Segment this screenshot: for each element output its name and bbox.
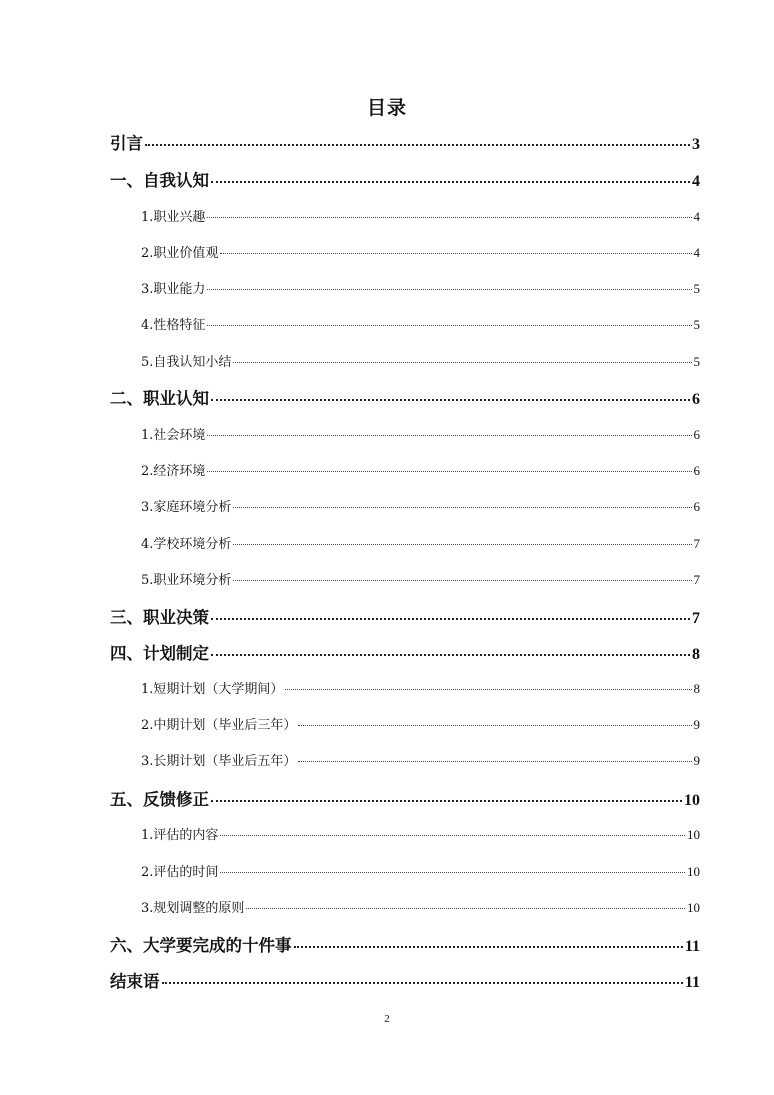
dot-leader [233, 580, 691, 581]
toc-entry-label: 5.自我认知小结 [141, 355, 232, 370]
toc-entry[interactable] [110, 130, 700, 154]
toc-entry[interactable] [141, 861, 700, 880]
toc-entry-page: 6 [693, 499, 700, 514]
toc-entry[interactable] [141, 351, 700, 370]
toc-entry-label: 5.职业环境分析 [141, 573, 232, 588]
toc-entry-page: 7 [692, 610, 700, 627]
toc-entry-page: 5 [693, 354, 700, 369]
dot-leader [207, 289, 691, 290]
dot-leader [207, 325, 691, 326]
dot-leader [298, 725, 691, 726]
toc-title: 目录 [366, 97, 407, 119]
toc-entry-label: 五、反馈修正 [110, 790, 209, 809]
toc-entry-label: 3.家庭环境分析 [141, 500, 232, 515]
dot-leader [211, 618, 690, 620]
toc-entry-label: 3.长期计划（毕业后五年） [141, 754, 297, 769]
toc-entry[interactable] [141, 206, 700, 225]
toc-entry-label: 引言 [110, 134, 143, 153]
toc-entry-page: 9 [693, 753, 700, 768]
dot-leader [145, 144, 690, 146]
dot-leader [220, 872, 685, 873]
dot-leader [220, 835, 685, 836]
toc-entry-page: 8 [692, 646, 700, 663]
toc-entry-label: 2.评估的时间 [141, 865, 219, 880]
toc-entry-page: 11 [684, 974, 700, 991]
toc-entry[interactable] [141, 242, 700, 261]
toc-entry-page: 5 [693, 281, 700, 296]
toc-entry-page: 6 [693, 463, 700, 478]
toc-entry-page: 7 [693, 572, 700, 587]
toc-entry-label: 二、职业认知 [110, 389, 209, 408]
dot-leader [207, 217, 691, 218]
toc-entry-page: 10 [687, 827, 700, 842]
toc-entry-label: 1.短期计划（大学期间） [141, 682, 284, 697]
toc-entry-page: 10 [687, 900, 700, 915]
toc-entry-label: 1.评估的内容 [141, 828, 219, 843]
toc-entry-page: 6 [693, 427, 700, 442]
dot-leader [207, 471, 691, 472]
toc-entry-label: 2.经济环境 [141, 464, 206, 479]
toc-entry-label: 四、计划制定 [110, 644, 209, 663]
toc-entry[interactable] [110, 968, 700, 992]
dot-leader [246, 908, 685, 909]
toc-entry[interactable] [141, 824, 700, 843]
toc-entry-label: 六、大学要完成的十件事 [110, 936, 292, 955]
toc-entry-label: 一、自我认知 [110, 171, 209, 190]
toc-entry-page: 6 [692, 391, 700, 408]
dot-leader [233, 362, 691, 363]
toc-entry[interactable] [141, 750, 700, 769]
toc-entry[interactable] [110, 385, 700, 409]
toc-entry[interactable] [141, 460, 700, 479]
toc-entry-label: 2.职业价值观 [141, 246, 219, 261]
toc-entry[interactable] [141, 569, 700, 588]
toc-entry-page: 8 [693, 681, 700, 696]
toc-entry[interactable] [110, 604, 700, 628]
dot-leader [294, 946, 683, 948]
toc-entry-page: 10 [684, 792, 700, 809]
toc-entry[interactable] [110, 786, 700, 810]
toc-entry-page: 4 [693, 209, 700, 224]
toc-entry[interactable] [110, 640, 700, 664]
toc-entry-page: 4 [693, 245, 700, 260]
toc-entry[interactable] [141, 496, 700, 515]
dot-leader [211, 399, 690, 401]
toc-entry[interactable] [141, 897, 700, 916]
toc-entry-label: 三、职业决策 [110, 608, 209, 627]
toc-entry-page: 5 [693, 317, 700, 332]
toc-entry[interactable] [141, 714, 700, 733]
dot-leader [207, 435, 691, 436]
dot-leader [211, 654, 690, 656]
toc-entry[interactable] [141, 314, 700, 333]
page-number: 2 [384, 1013, 390, 1025]
dot-leader [233, 507, 691, 508]
toc-entry[interactable] [141, 278, 700, 297]
dot-leader [285, 689, 691, 690]
toc-entry[interactable] [110, 932, 700, 956]
toc-entry-label: 1.社会环境 [141, 428, 206, 443]
dot-leader [298, 761, 691, 762]
toc-entry-page: 11 [684, 938, 700, 955]
toc-entry[interactable] [141, 533, 700, 552]
dot-leader [211, 800, 682, 802]
toc-entry-page: 3 [692, 136, 700, 153]
dot-leader [162, 982, 683, 984]
toc-entry-label: 结束语 [110, 972, 160, 991]
dot-leader [220, 253, 691, 254]
dot-leader [211, 181, 690, 183]
toc-entry-label: 2.中期计划（毕业后三年） [141, 718, 297, 733]
toc-entry-page: 4 [692, 173, 700, 190]
toc-entry-page: 10 [687, 864, 700, 879]
toc-entry-label: 3.职业能力 [141, 282, 206, 297]
toc-entry-label: 3.规划调整的原则 [141, 901, 245, 916]
toc-entry[interactable] [141, 424, 700, 443]
toc-entry-page: 7 [693, 536, 700, 551]
dot-leader [233, 544, 691, 545]
toc-entry[interactable] [110, 167, 700, 191]
toc-entry-label: 1.职业兴趣 [141, 210, 206, 225]
toc-entry-label: 4.性格特征 [141, 318, 206, 333]
toc-entry[interactable] [141, 678, 700, 697]
toc-entry-label: 4.学校环境分析 [141, 537, 232, 552]
toc-entry-page: 9 [693, 717, 700, 732]
